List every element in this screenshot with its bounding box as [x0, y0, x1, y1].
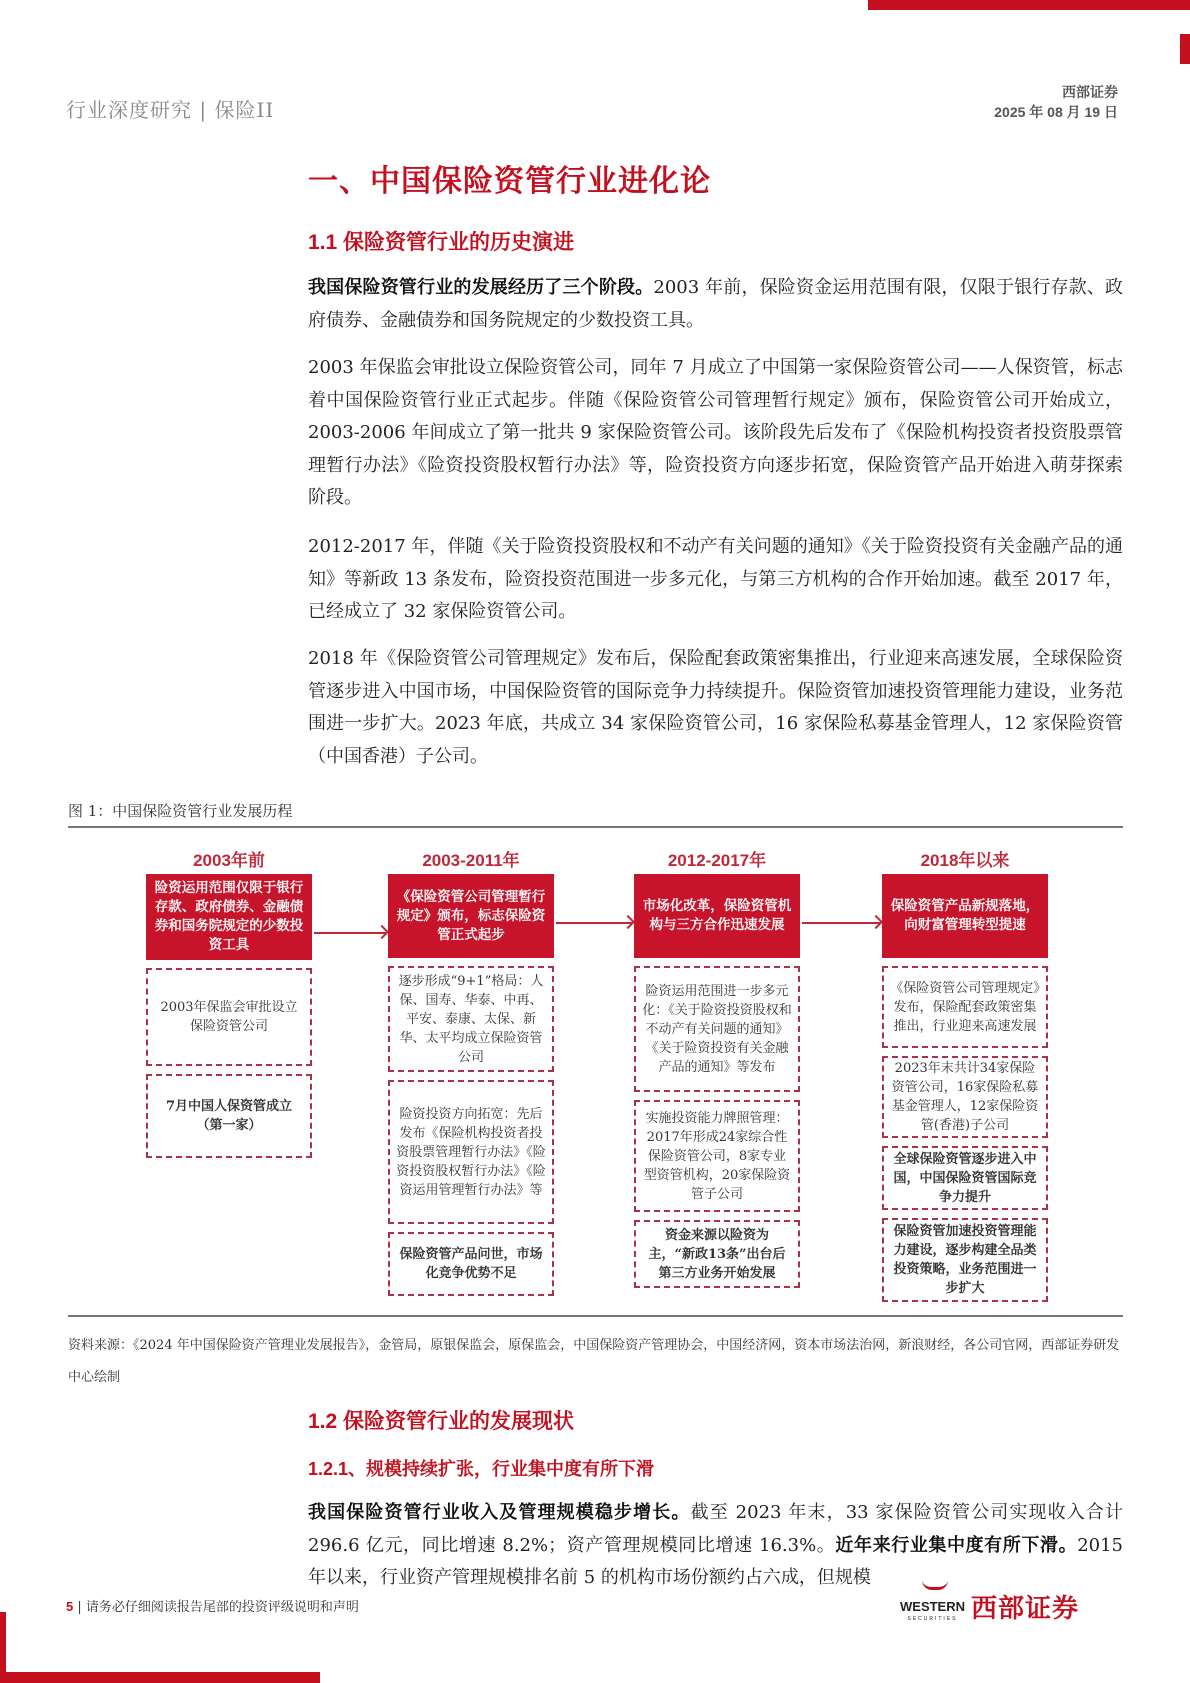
event-box: 《保险资管公司管理规定》发布，保险配套政策密集推出，行业迎来高速发展 [882, 966, 1048, 1048]
paragraph-3: 2012-2017 年，伴随《关于险资投资股权和不动产有关问题的通知》《关于险资投资有关金融产品的通知》等新政 13 条发布，险资投资范围进一步多元化，与第三方机构的合作开始加速。截至 2017 年，已经成立了 32 家保险资管公司。 [308, 536, 1123, 622]
event-box: 保险资管加速投资管理能力建设，逐步构建全品类投资策略，业务范围进一步扩大 [882, 1218, 1048, 1302]
right-accent-bar [1180, 34, 1190, 64]
paragraph-5-lead-2: 近年来行业集中度有所下滑。 [835, 1534, 1078, 1556]
paragraph-2: 2003 年保监会审批设立保险资管公司，同年 7 月成立了中国第一家保险资管公司——人保资管，标志着中国保险资管行业正式起步。伴随《保险资管公司管理暂行规定》颁布，保险资管公司开始成立，2003-2006 年间成立了第一批共 9 家保险资管公司。该阶段先后发布了《保险机构投资者投资股票管理暂行办法》《险资投资股权暂行办法》等，险资投资方向逐步拓宽，保险资管产品开始进入萌芽探索阶段。 [308, 357, 1123, 508]
period-label: 2003年前 [193, 851, 265, 870]
period-label: 2018年以来 [920, 851, 1010, 870]
arrow-icon [556, 922, 632, 924]
event-box: 逐步形成“9+1”格局：人保、国寿、华泰、中再、平安、泰康、太保、新华、太平均成立保险资管公司 [388, 966, 554, 1072]
paragraph-4: 2018 年《保险资管公司管理规定》发布后，保险配套政策密集推出，行业迎来高速发展，全球保险资管逐步进入中国市场，中国保险资管的国际竞争力持续提升。保险资管加速投资管理能力建设，业务范围进一步扩大。2023 年底，共成立 34 家保险资管公司，16 家保险私募基金管理人，12 家保险资管（中国香港）子公司。 [308, 648, 1123, 767]
event-box: 险资投资方向拓宽：先后发布《保险机构投资者投资股票管理暂行办法》《险资投资股权暂行办法》《险资运用管理暂行办法》等 [388, 1080, 554, 1224]
timeline-column-3 [634, 846, 800, 1288]
page-number: 5 [66, 1599, 74, 1614]
paragraph-5-body: 截至 2023 年末，33 家保险资管公司实现收入合计 296.6 亿元，同比增速 8.2%；资产管理规模同比增速 16.3%。 [308, 1502, 1123, 1556]
paragraph-1-lead: 我国保险资管行业的发展经历了三个阶段。 [308, 277, 654, 298]
bull-horns-icon [922, 1580, 948, 1590]
logo-chinese: 西部证券 [971, 1593, 1080, 1623]
bottom-accent-bar [0, 1672, 320, 1683]
figure-top-rule [68, 826, 1123, 828]
paragraph-5-body-2: 2015 年以来，行业资产管理规模排名前 5 的机构市场份额约占六成，但规模 [308, 1534, 1123, 1588]
event-box: 实施投资能力牌照管理：2017年形成24家综合性保险资管公司，8家专业型资管机构，20家保险资管子公司 [634, 1100, 800, 1212]
period-headline: 《保险资管公司管理暂行规定》颁布，标志保险资管正式起步 [388, 874, 554, 958]
period-headline: 险资运用范围仅限于银行存款、政府债券、金融债券和国务院规定的少数投资工具 [146, 874, 312, 960]
period-headline: 市场化改革，保险资管机构与三方合作迅速发展 [634, 874, 800, 958]
paragraph-5 [308, 1497, 1123, 1595]
figure-source: 资料来源：《2024 年中国保险资产管理业发展报告》，金管局，原银保监会，原保监会，中国保险资产管理协会，中国经济网，资本市场法治网，新浪财经，各公司官网，西部证券研发中心绘制 [68, 1338, 1120, 1385]
period-label: 2003-2011年 [422, 851, 520, 870]
top-accent-bar [868, 0, 1190, 10]
arrow-icon [802, 922, 880, 924]
event-box: 保险资管产品问世，市场化竞争优势不足 [388, 1232, 554, 1296]
figure-title: 图 1：中国保险资管行业发展历程 [68, 802, 293, 820]
footer-note-text: 请务必仔细阅读报告尾部的投资评级说明和声明 [85, 1600, 359, 1615]
paragraph-1-body: 2003 年前，保险资金运用范围有限，仅限于银行存款、政府债券、金融债券和国务院规定的少数投资工具。 [308, 277, 1124, 331]
logo-english [900, 1601, 965, 1625]
event-box: 资金来源以险资为主，“新政13条”出台后第三方业务开始发展 [634, 1220, 800, 1288]
broker-name: 西部证券 [1062, 84, 1118, 100]
period-headline: 保险资管产品新规落地，向财富管理转型提速 [882, 874, 1048, 958]
report-category: 行业深度研究 | 保险II [66, 98, 275, 122]
subsection-title-1-2-1: 1.2.1、规模持续扩张，行业集中度有所下滑 [308, 1459, 655, 1479]
event-box: 险资运用范围进一步多元化：《关于险资投资股权和不动产有关问题的通知》《关于险资投资有关金融产品的通知》等发布 [634, 966, 800, 1092]
report-date: 2025 年 08 月 19 日 [994, 104, 1118, 120]
logo-en-sub: SECURITIES [907, 1616, 958, 1622]
logo-en-text: WESTERN [900, 1599, 965, 1614]
timeline-column-2 [388, 846, 554, 1296]
figure-bottom-rule [68, 1315, 1123, 1317]
paragraph-1 [308, 272, 1123, 337]
timeline-column-1 [146, 846, 312, 1158]
header-meta [994, 82, 1118, 122]
arrow-icon [314, 932, 386, 934]
company-logo [900, 1588, 1079, 1625]
event-box: 7月中国人保资管成立（第一家） [146, 1074, 312, 1158]
timeline-column-4 [882, 846, 1048, 1302]
section-title-1-1: 1.1 保险资管行业的历史演进 [308, 231, 575, 254]
section-title-1-2: 1.2 保险资管行业的发展现状 [308, 1410, 575, 1433]
event-box: 全球保险资管逐步进入中国，中国保险资管国际竞争力提升 [882, 1146, 1048, 1210]
paragraph-5-lead: 我国保险资管行业收入及管理规模稳步增长。 [308, 1502, 691, 1523]
footer-disclaimer: 5 | 请务必仔细阅读报告尾部的投资评级说明和声明 [66, 1599, 359, 1615]
period-label: 2012-2017年 [667, 851, 767, 870]
event-box: 2003年保监会审批设立保险资管公司 [146, 968, 312, 1066]
chapter-title: 一、中国保险资管行业进化论 [308, 164, 711, 199]
event-box: 2023年末共计34家保险资管公司，16家保险私募基金管理人，12家保险资管(香港)子公司 [882, 1056, 1048, 1138]
